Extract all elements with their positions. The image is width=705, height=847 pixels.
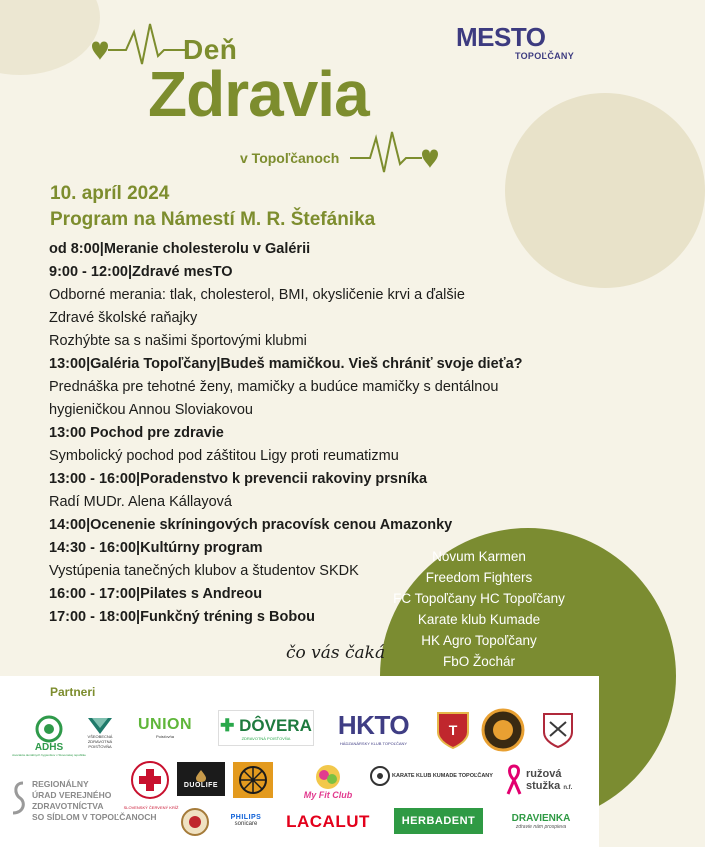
philips-logo <box>226 806 266 834</box>
hkto-logo <box>327 707 420 749</box>
program-line: 13:00 - 16:00|Poradenstvo k prevencii rakoviny prsníka <box>49 471 428 487</box>
program-line: 17:00 - 18:00|Funkčný tréning s Bobou <box>49 609 315 625</box>
vszp-logo <box>80 709 120 757</box>
red-cross-text: SLOVENSKÝ ČERVENÝ KRÍŽ <box>123 804 179 810</box>
dovera-subtext: ZDRAVOTNÁ POISŤOVŇA <box>241 735 291 741</box>
hc-crest-icon <box>538 710 578 750</box>
club-name: Freedom Fighters <box>425 570 533 585</box>
program-line: 13:00 Pochod pre zdravie <box>49 425 224 441</box>
vszp-text: VŠEOBECNÁ ZDRAVOTNÁ POISŤOVŇA <box>87 733 113 749</box>
dovera-logo <box>218 710 314 746</box>
lacalut-text: LACALUT <box>286 812 370 831</box>
ruzova-text: ružová <box>526 768 562 780</box>
program-line: 14:30 - 16:00|Kultúrny program <box>49 540 263 556</box>
plus-icon: ✚ <box>220 715 235 735</box>
pink-ribbon-icon <box>506 764 522 796</box>
regional-line: ÚRAD VEREJNÉHO <box>32 790 112 800</box>
clubs-list <box>380 546 578 672</box>
title-top: Deň <box>183 34 238 65</box>
mesto-logo-subtitle: TOPOĽČANY <box>515 51 575 61</box>
vszp-mark-icon <box>88 718 112 734</box>
tooth-icon <box>36 716 62 742</box>
union-subtext: Poisťovňa <box>156 733 174 739</box>
karate-badge-icon <box>370 766 390 786</box>
dravienka-text: DRAVIENKA <box>511 812 571 824</box>
program-line: Vystúpenia tanečných klubov a študentov SKDK <box>49 563 359 579</box>
union-text: UNION <box>137 715 193 733</box>
program-line: 16:00 - 17:00|Pilates s Andreou <box>49 586 263 602</box>
program-line: 13:00|Galéria Topoľčany|Budeš mamičkou. Vieš chrániť svoje dieťa? <box>49 356 523 372</box>
karate-text: KARATE KLUB KUMADE TOPOĽČANY <box>392 773 493 779</box>
lacalut-logo <box>278 808 378 836</box>
program-line: Radí MUDr. Alena Kállayová <box>49 494 232 510</box>
ruzova-stuzka-logo <box>526 768 592 794</box>
myfit-figure-icon <box>313 764 343 790</box>
svg-text:T: T <box>448 722 458 738</box>
program-line: 14:00|Ocenenie skríningových pracovísk cenou Amazonky <box>49 517 453 533</box>
program-line: Symbolický pochod pod záštitou Ligy proti reumatizmu <box>49 448 399 464</box>
fc-crest-icon <box>433 710 473 750</box>
club-name: Novum Karmen <box>432 549 526 564</box>
karate-logo <box>392 770 496 782</box>
program-line: 9:00 - 12:00|Zdravé mesTO <box>49 264 233 280</box>
myfit-logo <box>300 760 356 804</box>
program-heading: Program na Námestí M. R. Štefánika <box>50 209 376 230</box>
program-line: od 8:00|Meranie cholesterolu v Galérii <box>49 241 311 257</box>
program-line: Rozhýbte sa s našimi športovými klubmi <box>49 333 307 349</box>
red-cross-icon <box>130 760 170 800</box>
club-name: FC Topoľčany HC Topoľčany <box>393 591 565 606</box>
regional-line: SO SÍDLOM V TOPOĽČANOCH <box>32 812 157 822</box>
club-badge-icon <box>481 708 525 752</box>
wheel-logo-icon <box>233 762 273 798</box>
myfit-text: My Fit Club <box>303 790 353 800</box>
regional-office-s-icon <box>10 778 26 818</box>
title-main: Zdravia <box>148 58 369 130</box>
event-date: 10. apríl 2024 <box>50 183 170 204</box>
dovera-name: DÔVERA <box>239 715 312 735</box>
stuzka-text: stužka <box>526 780 561 792</box>
adhs-text: ADHS <box>34 741 64 753</box>
adhs-logo <box>12 709 86 763</box>
sonicare-text: sonicare <box>234 820 258 827</box>
heartbeat-line-icon-right <box>350 128 442 180</box>
regional-line: ZDRAVOTNÍCTVA <box>32 801 104 811</box>
philips-text: PHILIPS <box>230 813 262 821</box>
mesto-logo: MESTO <box>456 22 546 52</box>
duolife-logo <box>177 762 225 796</box>
hkto-text: HKTO <box>337 710 410 740</box>
duolife-text: DUOLIFE <box>183 781 219 789</box>
background-blob-top-left <box>0 0 100 75</box>
dravienka-logo <box>498 808 584 834</box>
program-line: Prednáška pre tehotné ženy, mamičky a budúce mamičky s dentálnou <box>49 379 499 395</box>
herbadent-logo <box>394 808 483 834</box>
club-name: FbO Žochár <box>442 654 516 669</box>
program-line: Zdravé školské raňajky <box>49 310 198 326</box>
dravienka-subtext: zdravie nám prospieva <box>515 823 567 830</box>
what-awaits-text: čo vás čaká <box>286 643 386 663</box>
program-line: Odborné merania: tlak, cholesterol, BMI, okysličenie krvi a ďalšie <box>49 287 465 303</box>
regional-line: REGIONÁLNY <box>32 779 89 789</box>
union-logo <box>133 709 197 745</box>
dovera-text <box>220 716 312 736</box>
club-name: Karate klub Kumade <box>417 612 541 627</box>
stuzka-suffix: n.f. <box>563 785 573 791</box>
title-subtitle: v Topoľčanoch <box>240 150 340 166</box>
program-line: hygieničkou Annou Sloviakovou <box>49 402 253 418</box>
herbadent-text: HERBADENT <box>401 815 476 827</box>
partners-title: Partneri <box>50 685 96 699</box>
club-name: HK Agro Topoľčany <box>421 633 537 648</box>
adhs-subtext: Asociácia dentálnych hygienikov v Slovenskej republike <box>12 752 86 757</box>
hkto-subtext: HÁDZANÁRSKY KLUB TOPOĽČANY <box>339 741 408 746</box>
club-seal-icon <box>180 807 210 837</box>
red-cross-text-wrap <box>123 803 179 811</box>
duolife-drop-icon <box>195 770 207 782</box>
